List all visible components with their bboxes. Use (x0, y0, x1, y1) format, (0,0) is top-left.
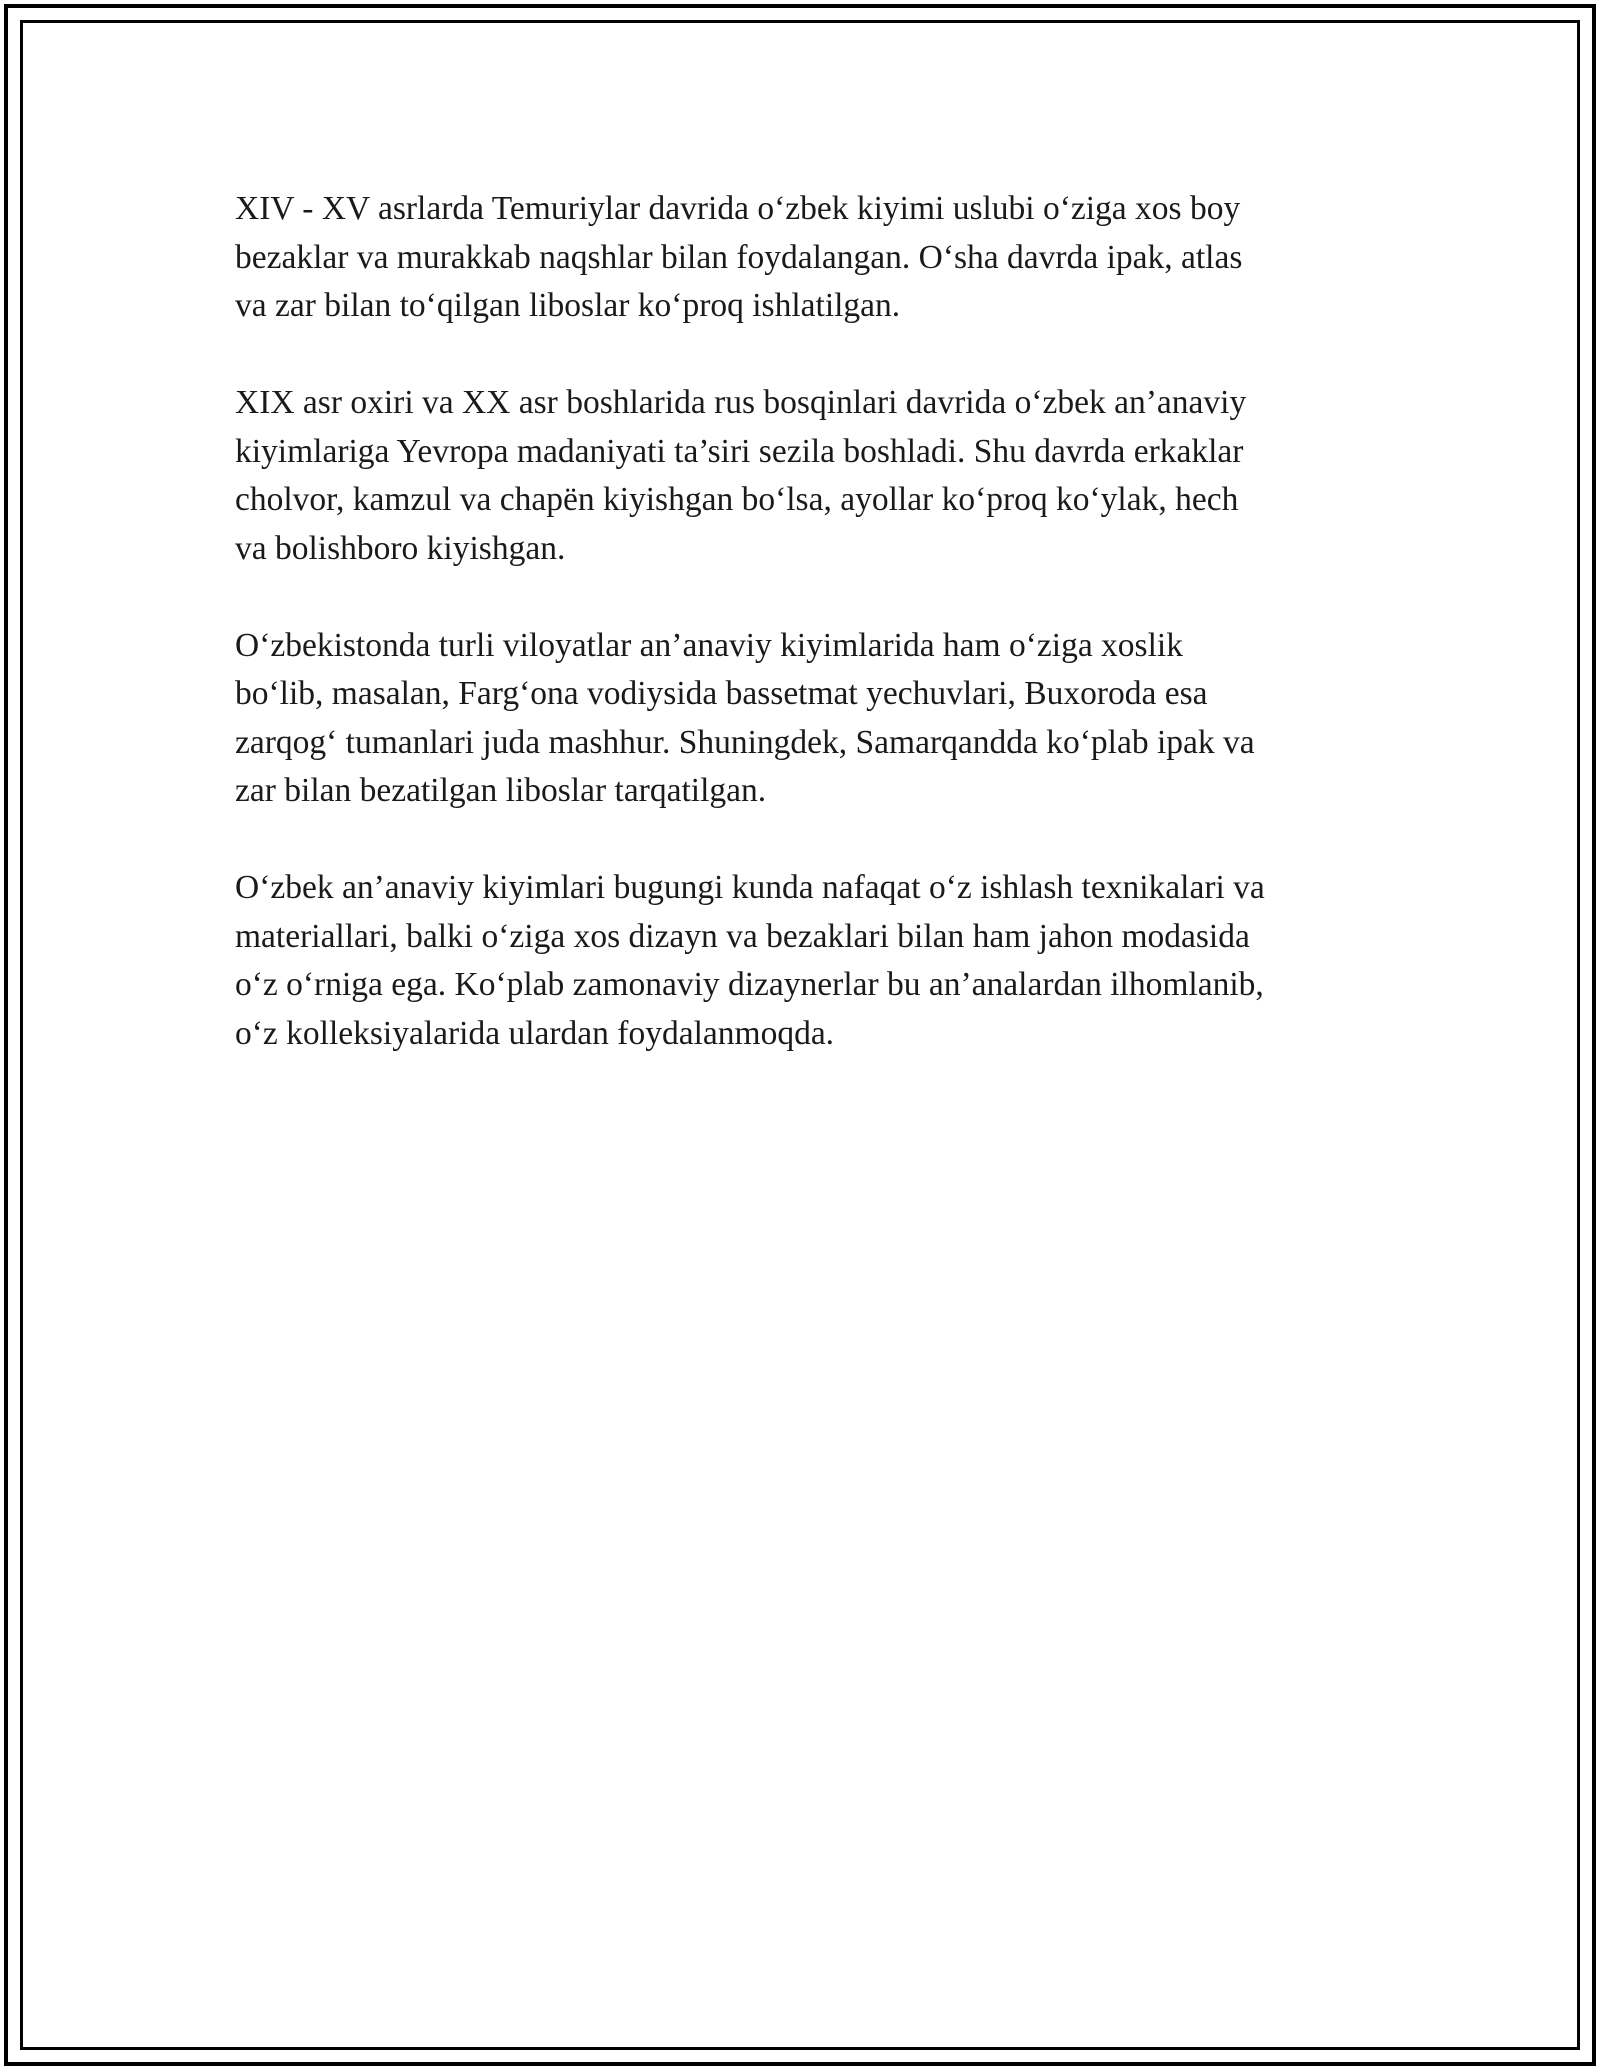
text-line: XIX asr oxiri va XX asr boshlarida rus bosqinlari davrida oʻzbek an’anaviy (235, 384, 1247, 421)
document-body (235, 185, 1370, 1107)
text-line: va zar bilan toʻqilgan liboslar koʻproq ishlatilgan. (235, 287, 901, 324)
text-line: va bolishboro kiyishgan. (235, 529, 566, 567)
text-line: XIV - XV asrlarda Temuriylar davrida oʻzbek kiyimi uslubi oʻziga xos boy (235, 190, 1241, 227)
text-line: zar bilan bezatilgan liboslar tarqatilgan. (235, 772, 767, 809)
text-line: Oʻzbek an’anaviy kiyimlari bugungi kunda nafaqat oʻz ishlash texnikalari va (235, 869, 1265, 906)
text-line: boʻlib, masalan, Fargʻona vodiysida bassetmat yechuvlari, Buxoroda esa (235, 675, 1208, 712)
text-line: Oʻzbekistonda turli viloyatlar an’anaviy kiyimlarida ham oʻziga xoslik (235, 626, 1183, 664)
paragraph-xix-asr (235, 379, 1370, 573)
text-line: materiallari, balki oʻziga xos dizayn va bezaklari bilan ham jahon modasida (235, 917, 1250, 955)
text-line: oʻz oʻrniga ega. Koʻplab zamonaviy dizaynerlar bu an’analardan ilhomlanib, (235, 966, 1264, 1003)
text-line: cholvor, kamzul va chapën kiyishgan boʻlsa, ayollar koʻproq koʻylak, hech (235, 481, 1239, 518)
paragraph-temuriylar (235, 185, 1370, 331)
paragraph-bugungi-kunda (235, 864, 1370, 1058)
paragraph-viloyatlar (235, 622, 1370, 816)
text-line: kiyimlariga Yevropa madaniyati ta’siri sezila boshladi. Shu davrda erkaklar (235, 432, 1244, 470)
text-line: bezaklar va murakkab naqshlar bilan foydalangan. Oʻsha davrda ipak, atlas (235, 238, 1243, 276)
text-line: oʻz kolleksiyalarida ulardan foydalanmoqda. (235, 1014, 835, 1052)
text-line: zarqogʻ tumanlari juda mashhur. Shuningdek, Samarqandda koʻplab ipak va (235, 723, 1255, 761)
